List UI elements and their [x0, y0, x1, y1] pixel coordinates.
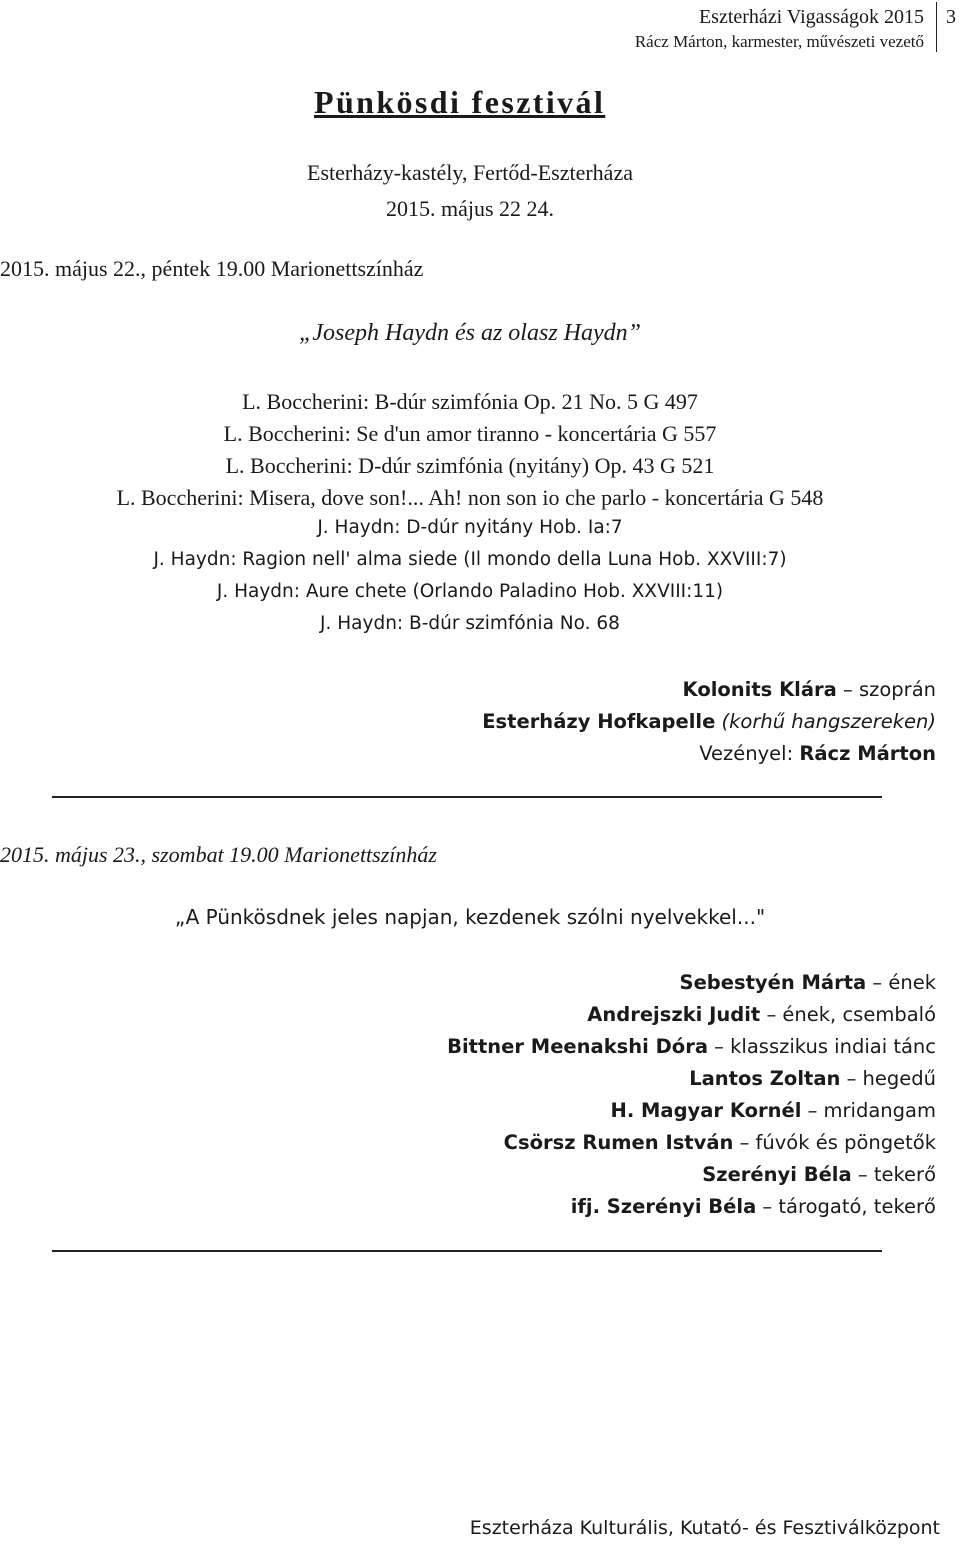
running-header-title: Eszterházi Vigasságok 2015: [698, 6, 924, 28]
performer-line: [587, 1003, 936, 1026]
performer-line: [680, 971, 936, 994]
program-item: L. Boccherini: B-dúr szimfónia Op. 21 No. 5 G 497: [242, 389, 698, 414]
performer-role: fúvók és pöngetők: [755, 1131, 936, 1154]
concert1-date-line: 2015. május 22., péntek 19.00 Marionettszínház: [0, 256, 424, 281]
performer-separator: –: [801, 1099, 824, 1122]
performer-name: Szerényi Béla: [702, 1163, 852, 1186]
page-number: 3: [946, 6, 956, 28]
performer-separator: –: [733, 1131, 756, 1154]
performer-role: szoprán: [858, 678, 936, 701]
performer-separator: –: [707, 1035, 731, 1058]
performer-line: [504, 1131, 936, 1154]
program-item: J. Haydn: Aure chete (Orlando Paladino Hob. XXVIII:11): [216, 581, 724, 602]
performer-name: H. Magyar Kornél: [610, 1099, 802, 1122]
performer-name: Bittner Meenakshi Dóra: [447, 1035, 708, 1058]
section-divider: [52, 796, 882, 798]
performer-line: [571, 1195, 936, 1218]
concert2-title: „A Pünkösdnek jeles napjan, kezdenek szólni nyelvekkel...": [174, 905, 766, 929]
festival-venue: Esterházy-kastély, Fertőd-Eszterháza: [307, 160, 633, 185]
conductor-line: [699, 742, 936, 765]
performer-role: mridangam: [823, 1099, 936, 1122]
performer-role: klasszikus indiai tánc: [730, 1035, 936, 1058]
section-divider: [52, 1250, 882, 1252]
festival-title: Pünkösdi fesztivál: [314, 84, 606, 120]
program-item: L. Boccherini: Se d'un amor tiranno - koncertária G 557: [223, 421, 717, 446]
performer-role: ének, csembaló: [782, 1003, 936, 1026]
program-item: J. Haydn: B-dúr szimfónia No. 68: [320, 613, 620, 634]
performer-name: Lantos Zoltan: [689, 1067, 841, 1090]
page-footer: Eszterháza Kulturális, Kutató- és Fesztiválközpont: [469, 1517, 940, 1539]
conductor-prefix: Vezényel:: [699, 742, 800, 765]
performer-separator: –: [760, 1003, 783, 1026]
performer-name: Kolonits Klára: [682, 678, 837, 701]
performer-role: ének: [888, 971, 936, 994]
performer-line: [683, 678, 936, 701]
running-header-subtitle: Rácz Márton, karmester, művészeti vezető: [634, 32, 924, 51]
performer-role: tekerő: [873, 1163, 936, 1186]
concert1-title: „Joseph Haydn és az olasz Haydn”: [299, 320, 641, 346]
performer-name: Esterházy Hofkapelle: [482, 710, 716, 733]
performer-role: hegedű: [862, 1067, 936, 1090]
performer-name: Andrejszki Judit: [587, 1003, 761, 1026]
program-item: L. Boccherini: D-dúr szimfónia (nyitány) Op. 43 G 521: [225, 453, 715, 478]
performer-line: [689, 1067, 936, 1090]
performer-separator: –: [836, 678, 859, 701]
conductor-name: Rácz Márton: [799, 742, 936, 765]
concert2-date-line: 2015. május 23., szombat 19.00 Marionettszínház: [0, 842, 437, 867]
header-divider: [936, 2, 937, 52]
performer-line: [447, 1035, 936, 1058]
performer-separator: –: [840, 1067, 863, 1090]
festival-dates: 2015. május 22 24.: [385, 196, 555, 221]
performer-line: [611, 1099, 937, 1122]
performer-role: tárogató, tekerő: [778, 1195, 936, 1218]
performer-role: (korhű hangszereken): [721, 710, 936, 733]
performer-separator: –: [756, 1195, 779, 1218]
performer-name: ifj. Szerényi Béla: [570, 1195, 757, 1218]
performer-separator: –: [851, 1163, 874, 1186]
program-item: J. Haydn: D-dúr nyitány Hob. Ia:7: [317, 517, 623, 538]
program-item: J. Haydn: Ragion nell' alma siede (Il mondo della Luna Hob. XXVIII:7): [153, 549, 787, 570]
performer-name: Sebestyén Márta: [679, 971, 867, 994]
performer-line: [482, 710, 936, 733]
performer-name: Csörsz Rumen István: [503, 1131, 734, 1154]
performer-line: [702, 1163, 936, 1186]
performer-separator: –: [866, 971, 889, 994]
program-item: L. Boccherini: Misera, dove son!... Ah! non son io che parlo - koncertária G 548: [116, 485, 824, 510]
